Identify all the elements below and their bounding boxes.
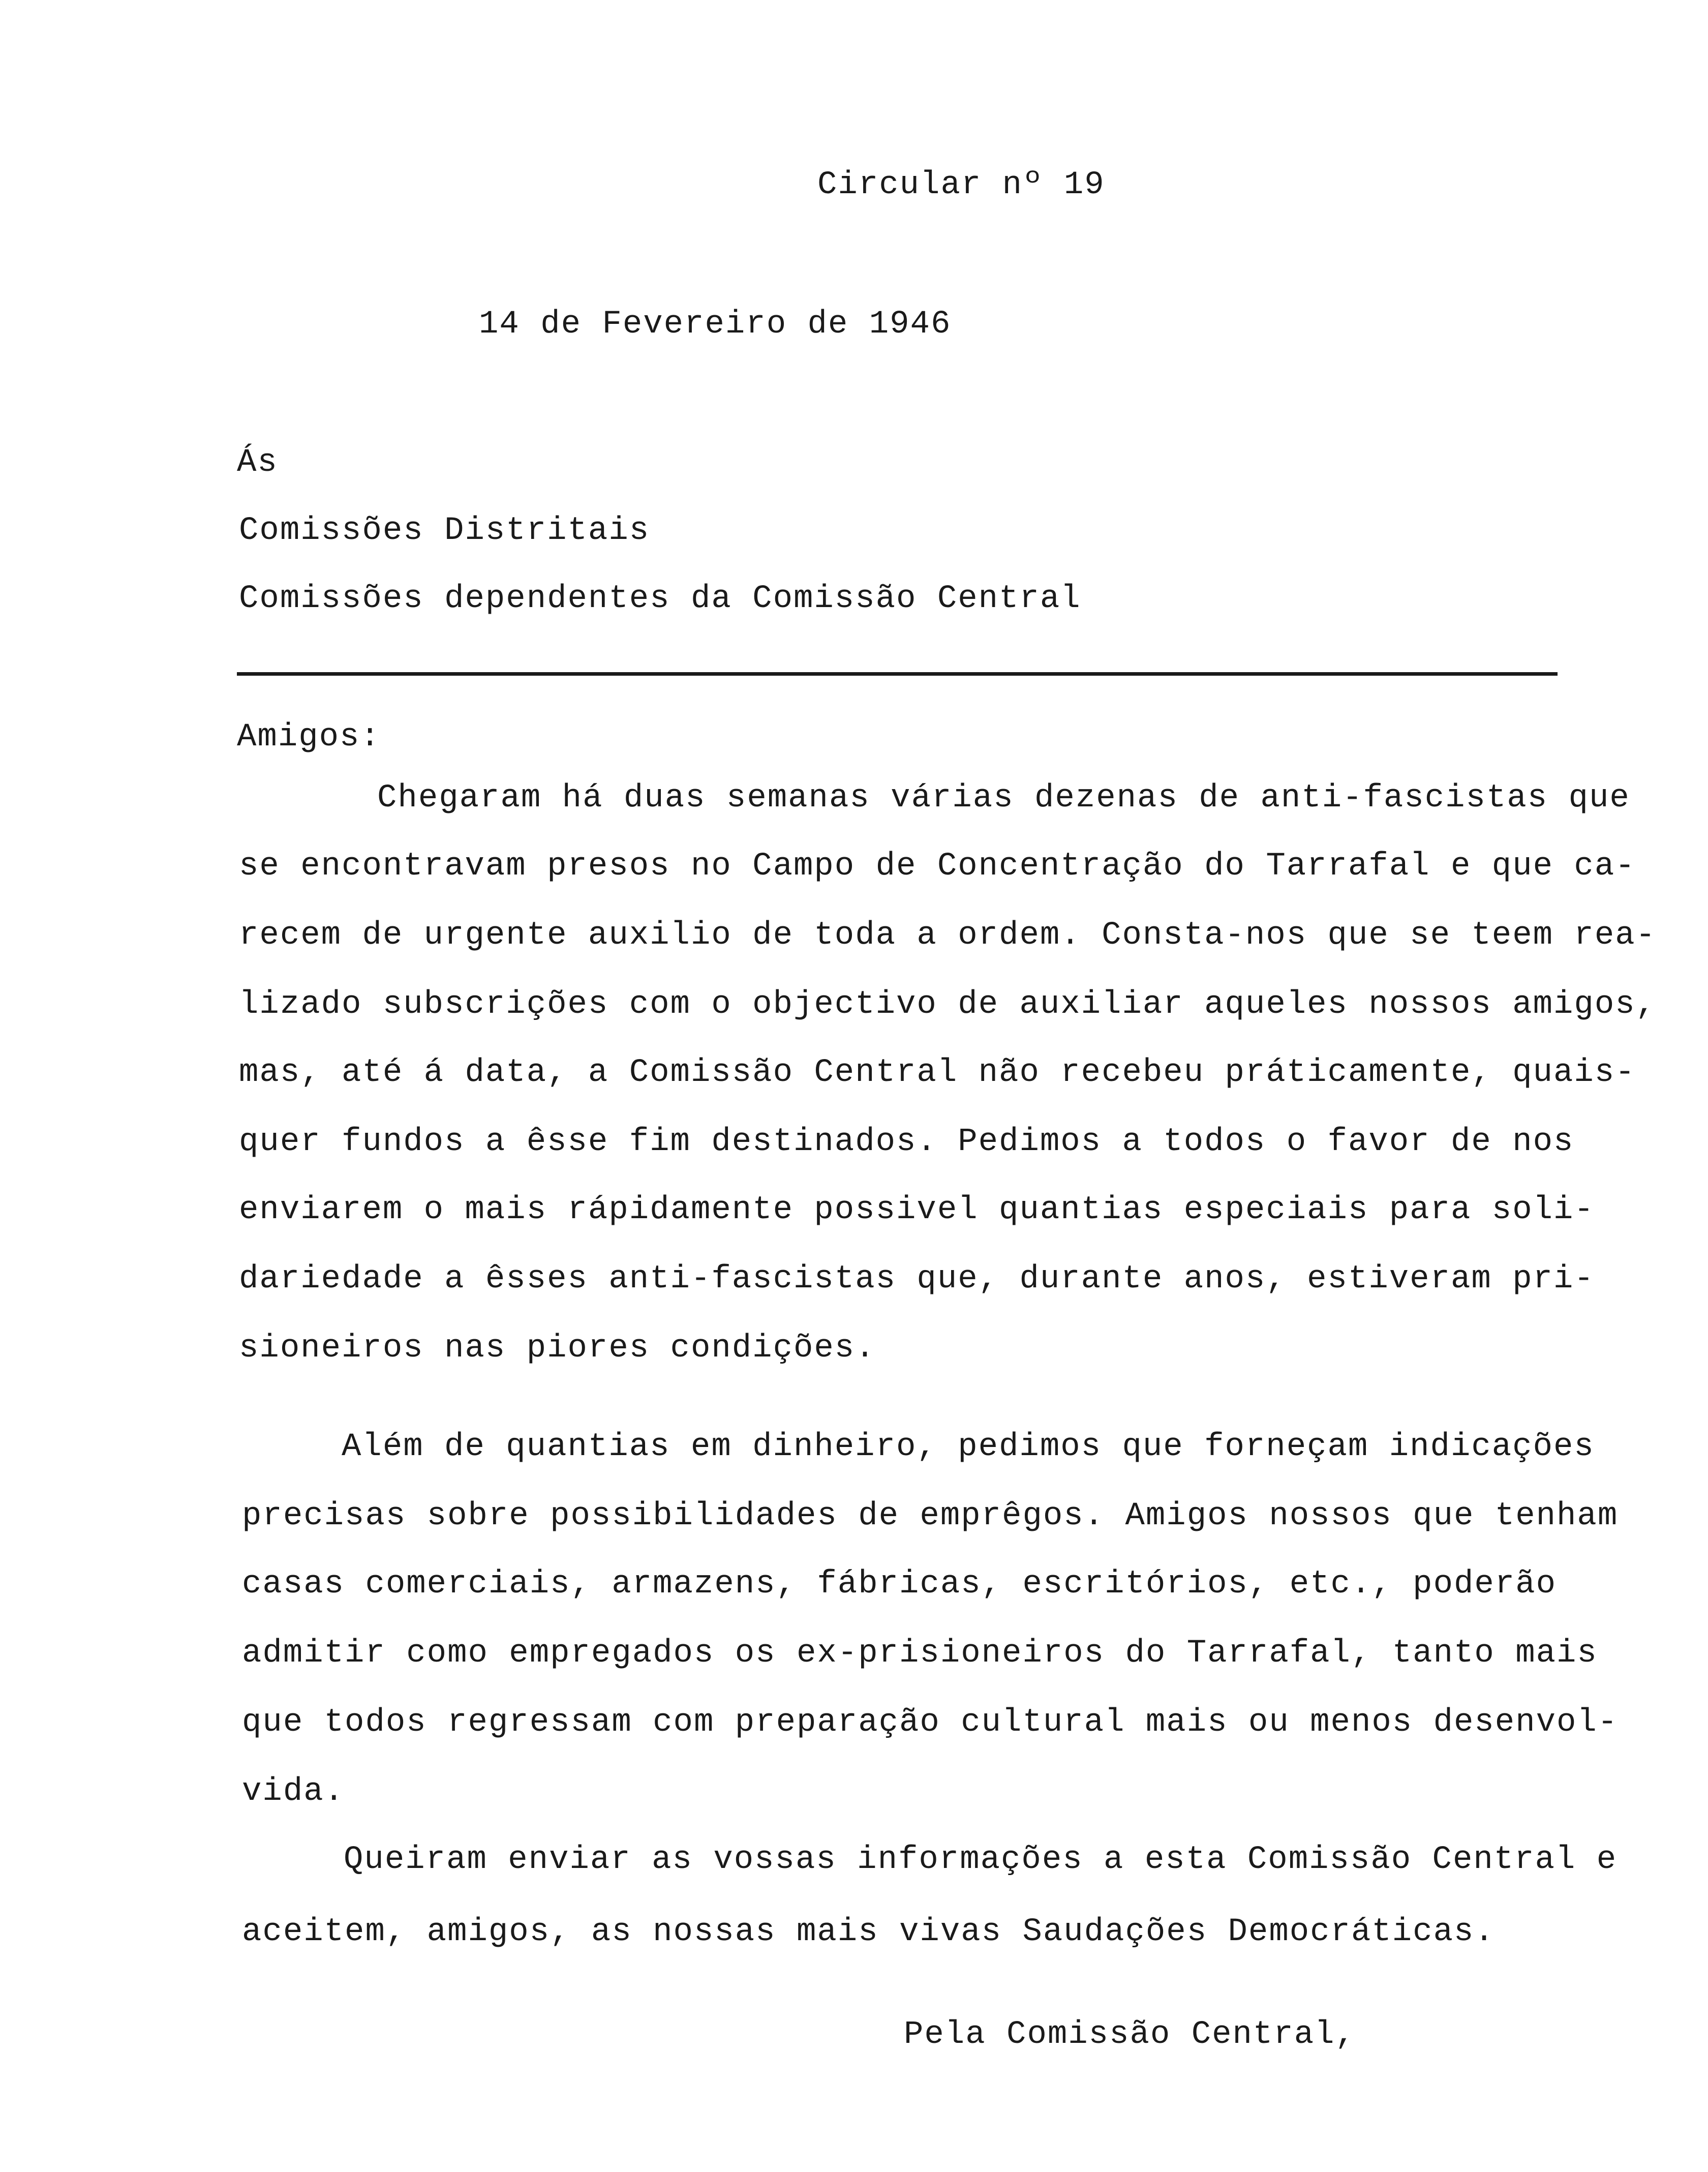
paragraph-2-line: vida. bbox=[242, 1773, 345, 1810]
paragraph-2-line: precisas sobre possibilidades de emprêgos. Amigos nossos que tenham bbox=[242, 1498, 1619, 1534]
paragraph-2-line: admitir como empregados os ex-prisioneiros do Tarrafal, tanto mais bbox=[242, 1635, 1598, 1672]
paragraph-1-line: se encontravam presos no Campo de Concentração do Tarrafal e que ca- bbox=[239, 848, 1636, 885]
salutation: Amigos: bbox=[237, 719, 381, 756]
paragraph-1-line: mas, até á data, a Comissão Central não recebeu práticamente, quais- bbox=[239, 1054, 1636, 1091]
paragraph-1-line: enviarem o mais rápidamente possivel quantias especiais para soli- bbox=[239, 1192, 1595, 1228]
separator-rule bbox=[237, 672, 1558, 676]
recipient-prefix: Ás bbox=[237, 444, 278, 481]
recipient-line: Comissões Distritais bbox=[239, 512, 650, 549]
signature-closing: Pela Comissão Central, bbox=[904, 2016, 1356, 2053]
paragraph-1-line: sioneiros nas piores condições. bbox=[239, 1330, 876, 1367]
paragraph-3-line: Queiram enviar as vossas informações a esta Comissão Central e bbox=[344, 1842, 1618, 1878]
paragraph-1-line: dariedade a êsses anti-fascistas que, durante anos, estiveram pri- bbox=[239, 1261, 1595, 1298]
circular-number: Circular nº 19 bbox=[817, 167, 1105, 203]
paragraph-2-line: casas comerciais, armazens, fábricas, escritórios, etc., poderão bbox=[242, 1566, 1557, 1603]
paragraph-1-line: recem de urgente auxilio de toda a ordem. Consta-nos que se teem rea- bbox=[239, 917, 1657, 954]
recipient-line: Comissões dependentes da Comissão Central bbox=[239, 581, 1081, 617]
paragraph-1-line: quer fundos a êsse fim destinados. Pedimos a todos o favor de nos bbox=[239, 1124, 1574, 1160]
paragraph-2-line: que todos regressam com preparação cultural mais ou menos desenvol- bbox=[242, 1704, 1619, 1741]
letter-date: 14 de Fevereiro de 1946 bbox=[479, 306, 952, 343]
paragraph-3-line: aceitem, amigos, as nossas mais vivas Saudações Democráticas. bbox=[242, 1914, 1495, 1950]
paragraph-1-line: lizado subscrições com o objectivo de auxiliar aqueles nossos amigos, bbox=[239, 986, 1657, 1023]
paragraph-2-line: Além de quantias em dinheiro, pedimos que forneçam indicações bbox=[342, 1429, 1595, 1465]
paragraph-1-line: Chegaram há duas semanas várias dezenas de anti-fascistas que bbox=[377, 780, 1630, 817]
